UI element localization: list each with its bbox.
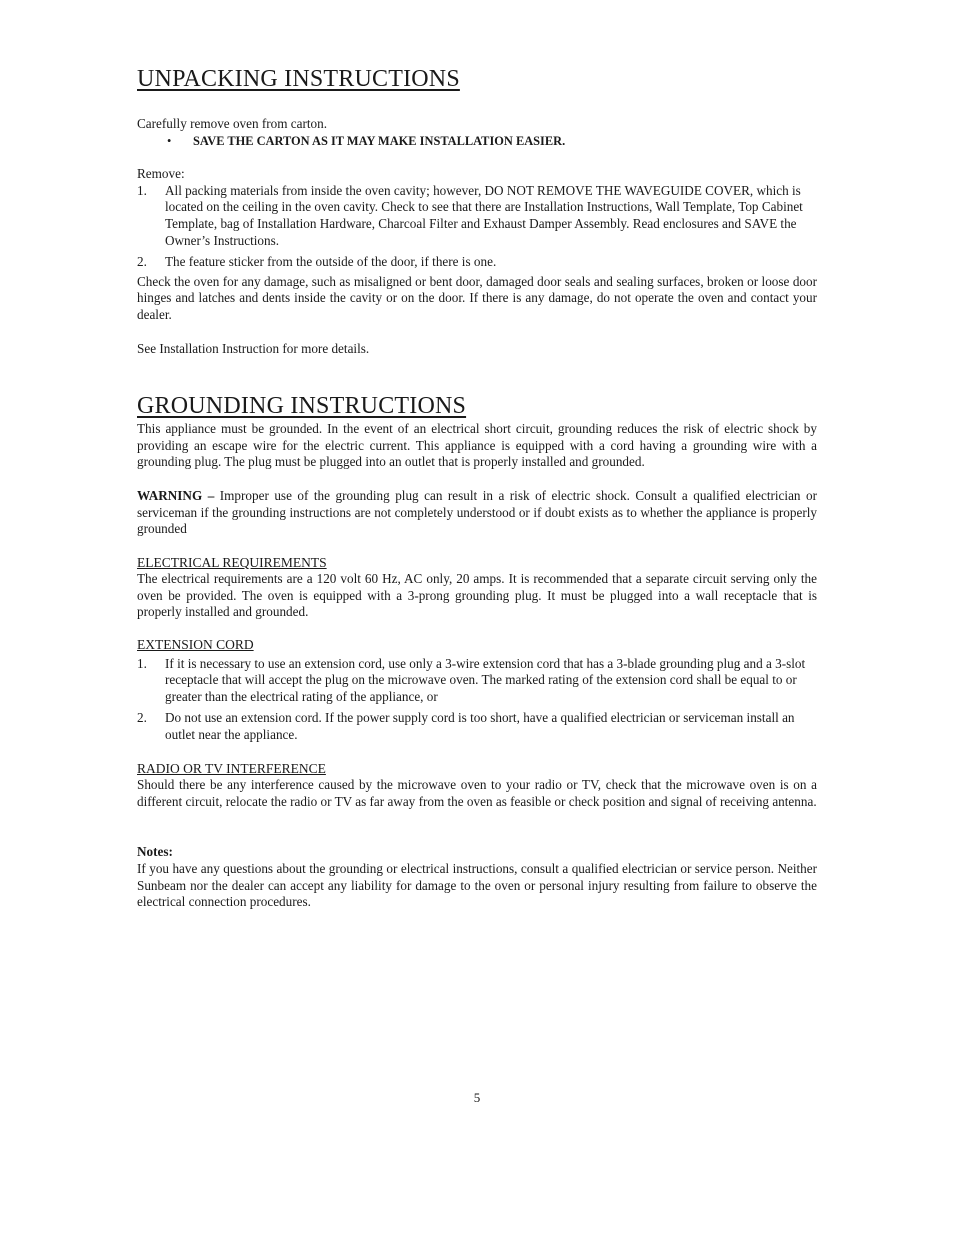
remove-label: Remove: (137, 166, 185, 182)
radio-tv-interference-body: Should there be any interference caused by the microwave oven to your radio or TV, check that the microwave oven is on a different circuit, relocate the radio or TV as far away from the oven as feasible or check position and signal of receiving antenna. (137, 777, 817, 809)
see-installation-note: See Installation Instruction for more details. (137, 340, 370, 356)
electrical-requirements-body: The electrical requirements are a 120 volt 60 Hz, AC only, 20 amps. It is recommended that a separate circuit serving only the oven be provided. The oven is equipped with a 3-prong grounding plug. It must be plugged into a wall receptacle that is properly installed and grounded. (137, 571, 817, 620)
bullet-icon: • (167, 133, 172, 148)
warning-label: WARNING – (137, 487, 215, 503)
damage-check-paragraph: Check the oven for any damage, such as misaligned or bent door, damaged door seals and sealing surfaces, broken or loose door hinges and latches and dents inside the cavity or on the door. If there is any damage, do not operate the oven and contact your dealer. (137, 273, 817, 322)
warning-paragraph: WARNING – Improper use of the grounding plug can result in a risk of electric shock. Consult a qualified electrician or serviceman if the grounding instructions are not completely understood or if doubt exists as to whether the appliance is properly grounded (137, 487, 817, 537)
radio-tv-interference-heading: RADIO OR TV INTERFERENCE (137, 760, 326, 776)
page-number: 5 (473, 1090, 481, 1105)
remove-list (137, 183, 817, 271)
unpacking-bullet-list (137, 133, 817, 150)
list-item: 2. The feature sticker from the outside of the door, if there is one. (137, 254, 497, 270)
list-item: 1. If it is necessary to use an extension cord, use only a 3-wire extension cord that has a 3-blade grounding plug and a 3-slot receptacle that will accept the plug on the microwave oven. The marked rating of the extension cord shall be equal to or greater than the electrical rating of the appliance, or (137, 655, 806, 704)
notes-body: If you have any questions about the grounding or electrical instructions, consult a qualified electrician or service person. Neither Sunbeam nor the dealer can accept any liability for damage to the oven or personal injury resulting from failure to observe the electrical connection procedures. (137, 861, 817, 910)
extension-cord-heading: EXTENSION CORD (137, 637, 254, 653)
unpacking-intro: Carefully remove oven from carton. (137, 116, 328, 131)
grounding-title: GROUNDING INSTRUCTIONS (137, 393, 467, 420)
grounding-body: This appliance must be grounded. In the event of an electrical short circuit, grounding reduces the risk of electric shock by providing an escape wire for the electric current. This appliance is equipped with a cord having a grounding wire with a grounding plug. The plug must be plugged into an outlet that is properly installed and grounded. (137, 421, 817, 470)
list-item: 1. All packing materials from inside the oven cavity; however, DO NOT REMOVE THE WAVEGUIDE COVER, which is located on the ceiling in the oven cavity. Check to see that there are Installation Instructions, Wall Template, Top Cabinet Template, bag of Installation Hardware, Charcoal Filter and Exhaust Damper Assembly. Read enclosures and SAVE the Owner’s Instructions. (137, 182, 803, 248)
unpacking-title: UNPACKING INSTRUCTIONS (137, 66, 460, 92)
notes-label: Notes: (137, 844, 173, 860)
extension-cord-list (137, 656, 817, 744)
document-page (137, 64, 817, 911)
list-item: • SAVE THE CARTON AS IT MAY MAKE INSTALLATION EASIER. (167, 133, 566, 148)
electrical-requirements-heading: ELECTRICAL REQUIREMENTS (137, 554, 327, 570)
list-item: 2. Do not use an extension cord. If the power supply cord is too short, have a qualified electrician or serviceman install an outlet near the appliance. (137, 710, 795, 743)
